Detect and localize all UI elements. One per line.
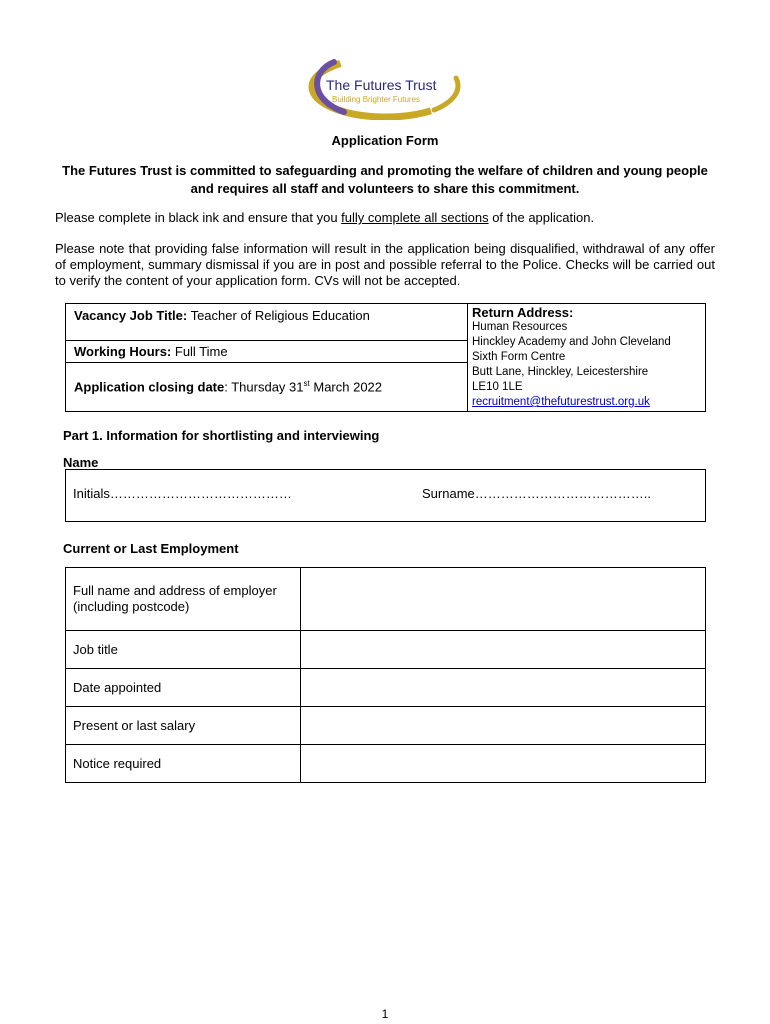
initials-field[interactable]: Initials…………………………………… — [73, 486, 292, 501]
futures-trust-logo — [304, 50, 466, 120]
employment-table — [65, 567, 706, 783]
instruction-after: of the application. — [488, 210, 595, 225]
instruction-paragraph — [55, 210, 715, 226]
return-address-line: Hinckley Academy and John Cleveland — [472, 336, 671, 348]
warning-paragraph: Please note that providing false information will result in the application being disqualified, withdrawal of any offer of employment, summary dismissal if you are in post and possible referral to the Police. Checks will be carried out to verify the content of your application form. CVs will not be accepted. — [55, 241, 715, 288]
closing-date-cell — [66, 363, 468, 412]
logo-name-text: The Futures Trust — [326, 77, 437, 93]
closing-date-suffix: st — [303, 379, 310, 389]
date-appointed-input[interactable] — [301, 669, 706, 707]
return-address-line: LE10 1LE — [472, 381, 523, 393]
name-heading: Name — [63, 455, 99, 470]
notice-required-label: Notice required — [66, 745, 301, 783]
logo-tagline-text: Building Brighter Futures — [332, 95, 421, 104]
form-title: Application Form — [331, 133, 439, 148]
job-title-input[interactable] — [301, 631, 706, 669]
job-title-value: Teacher of Religious Education — [187, 308, 370, 323]
page-number: 1 — [381, 1007, 389, 1021]
name-box — [65, 469, 706, 522]
notice-required-input[interactable] — [301, 745, 706, 783]
working-hours-cell — [66, 341, 468, 363]
instruction-underlined: fully complete all sections — [341, 210, 489, 225]
return-address-line: Butt Lane, Hinckley, Leicestershire — [472, 366, 649, 378]
recruitment-email-link[interactable]: recruitment@thefuturestrust.org.uk — [472, 396, 650, 408]
job-title-row-label: Job title — [66, 631, 301, 669]
table-row — [66, 745, 706, 783]
working-hours-label: Working Hours: — [74, 344, 172, 359]
part1-heading: Part 1. Information for shortlisting and interviewing — [63, 428, 380, 443]
job-title-label: Vacancy Job Title: — [74, 308, 188, 323]
employer-address-input[interactable] — [301, 568, 706, 631]
logo-graphic — [304, 50, 466, 120]
table-row — [66, 568, 706, 631]
vacancy-table — [65, 303, 706, 412]
date-appointed-label: Date appointed — [66, 669, 301, 707]
table-row — [66, 669, 706, 707]
return-address-cell — [468, 304, 706, 412]
return-address-line: Human Resources — [472, 321, 568, 333]
instruction-before: Please complete in black ink and ensure that you — [55, 210, 342, 225]
closing-date-month: March 2022 — [309, 379, 383, 395]
logo-gold-tail — [434, 78, 458, 110]
closing-date-value: : Thursday 31 — [224, 379, 304, 395]
safeguarding-statement: The Futures Trust is committed to safeguarding and promoting the welfare of children and young people and requires all staff and volunteers to share this commitment. — [62, 163, 708, 196]
salary-label: Present or last salary — [66, 707, 301, 745]
return-address-heading: Return Address: — [472, 305, 574, 320]
return-address-line: Sixth Form Centre — [472, 351, 566, 363]
working-hours-value: Full Time — [171, 344, 228, 359]
current-employment-heading: Current or Last Employment — [63, 541, 239, 556]
vacancy-job-title-cell — [66, 304, 468, 341]
surname-field[interactable]: Surname………………………………….. — [422, 486, 651, 501]
employer-address-label: Full name and address of employer (including postcode) — [66, 568, 301, 631]
closing-date-label: Application closing date — [74, 379, 225, 395]
table-row — [66, 631, 706, 669]
salary-input[interactable] — [301, 707, 706, 745]
table-row — [66, 707, 706, 745]
